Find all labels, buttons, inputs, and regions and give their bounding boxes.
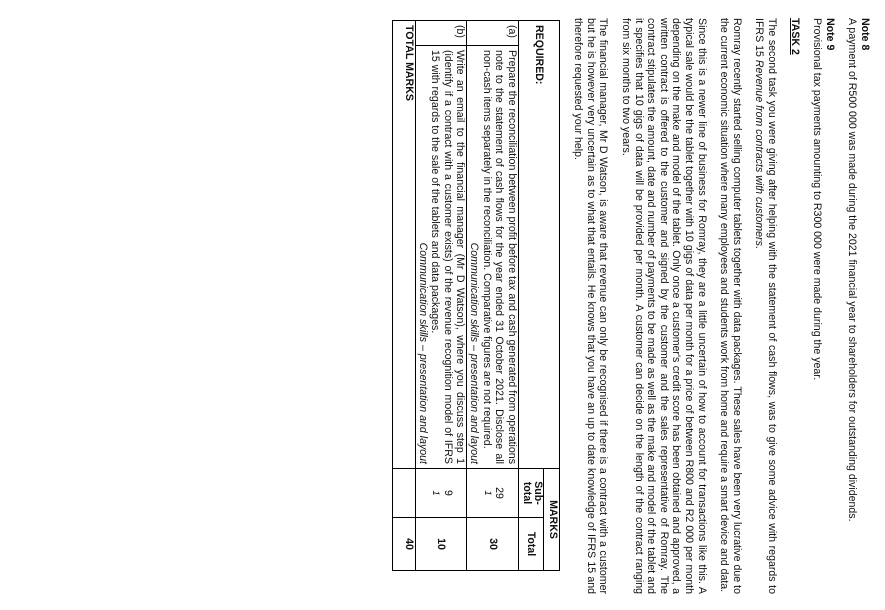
task2-paragraph-2: Romray recently started selling computer tablets together with data packages. These sales have been very lucrative due to the current economic situation where many employees and students work from home and require a smart device and data. <box>718 18 743 594</box>
required-label: REQUIRED: <box>518 21 559 469</box>
row-subtotal-main: 9 <box>441 490 454 496</box>
table-row <box>415 21 466 571</box>
row-label: (a) <box>467 21 518 46</box>
row-subtotal <box>467 469 518 518</box>
total-marks-subtotal <box>392 469 415 518</box>
marks-label: MARKS <box>544 469 559 571</box>
row-total: 30 <box>467 518 518 571</box>
note9-heading: Note 9 <box>823 18 836 51</box>
ifrs15-title: Revenue from contracts with customers <box>753 59 766 246</box>
row-text: Write an email to the financial manager (Mr D Watson), where you discuss step 1 (identify if a contract with a customer exists) of the revenue recognition model of IFRS 15 with regards to the sale of the tablets and data packages. <box>429 50 467 464</box>
task2-paragraph-1-start: The second task you were giving after helping with the statement of cash flows, was to give some advice with regards to IFRS 15 <box>753 18 779 594</box>
total-marks-label: TOTAL MARKS <box>392 21 415 469</box>
task2-paragraph-4: The financial manager, Mr D Watson, is aware that revenue can only be recognised if there is a contract with a customer but he is however very uncertain as to what that entails. He knows that you have an up to date knowledge of IFRS 15 and therefore requested your help. <box>572 18 610 594</box>
note8-heading: Note 8 <box>859 18 871 51</box>
row-label: (b) <box>415 21 466 46</box>
row-subtotal-main: 29 <box>493 487 506 499</box>
row-skill: Communication skills – presentation and layout <box>416 242 429 464</box>
table-row <box>467 21 518 571</box>
total-label: Total <box>518 518 544 571</box>
total-marks-value: 40 <box>392 518 415 571</box>
task2-paragraph-3: Since this is a newer line of business for Romray, they are a little uncertain of how to account for transactions like this. A typical sale would be the tablet together with 10 gigs of data per month for a price of between R800 and R2 000 per month depending on the make and model of the tablet. Only once a customer's credit score has been obtained and approved, a written contract is offered to the customer and signed by the customer and the sales representative of Romray. The contract stipulates the amount, date and number of payments to be made as well as the make and model of the tablet and it specifies that 10 gigs of data will be provided per month. A customer can decide on the length of the contract ranging from six months to two years. <box>620 18 708 594</box>
row-text: Prepare the reconciliation between profit before tax and cash generated from operations note to the statement of cash flows for the year ended 31 October 2021. Disclose all non-cash items separately in the reconciliation. Comparative figures are not required. <box>480 50 518 464</box>
row-subtotal <box>415 469 466 518</box>
note8-text: A payment of R500 000 was made during the 2021 financial year to shareholders for outstanding dividends. <box>846 18 859 522</box>
required-marks-table <box>392 20 560 571</box>
table-header-row <box>544 21 559 571</box>
total-marks-row <box>392 21 415 571</box>
row-cell <box>467 46 518 469</box>
row-subtotal-skill: 1 <box>481 490 493 496</box>
task2-paragraph-1-end: . <box>753 245 766 249</box>
row-total: 10 <box>415 518 466 571</box>
note9-text: Provisional tax payments amounting to R300 000 were made during the year. <box>811 18 824 381</box>
row-cell <box>415 46 466 469</box>
row-skill: Communication skills – presentation and layout <box>467 242 480 464</box>
row-subtotal-skill: 1 <box>430 490 442 496</box>
task2-heading: TASK 2 <box>788 18 801 55</box>
subtotal-label: Sub-total <box>518 469 544 518</box>
task2-paragraph-1 <box>753 18 778 594</box>
